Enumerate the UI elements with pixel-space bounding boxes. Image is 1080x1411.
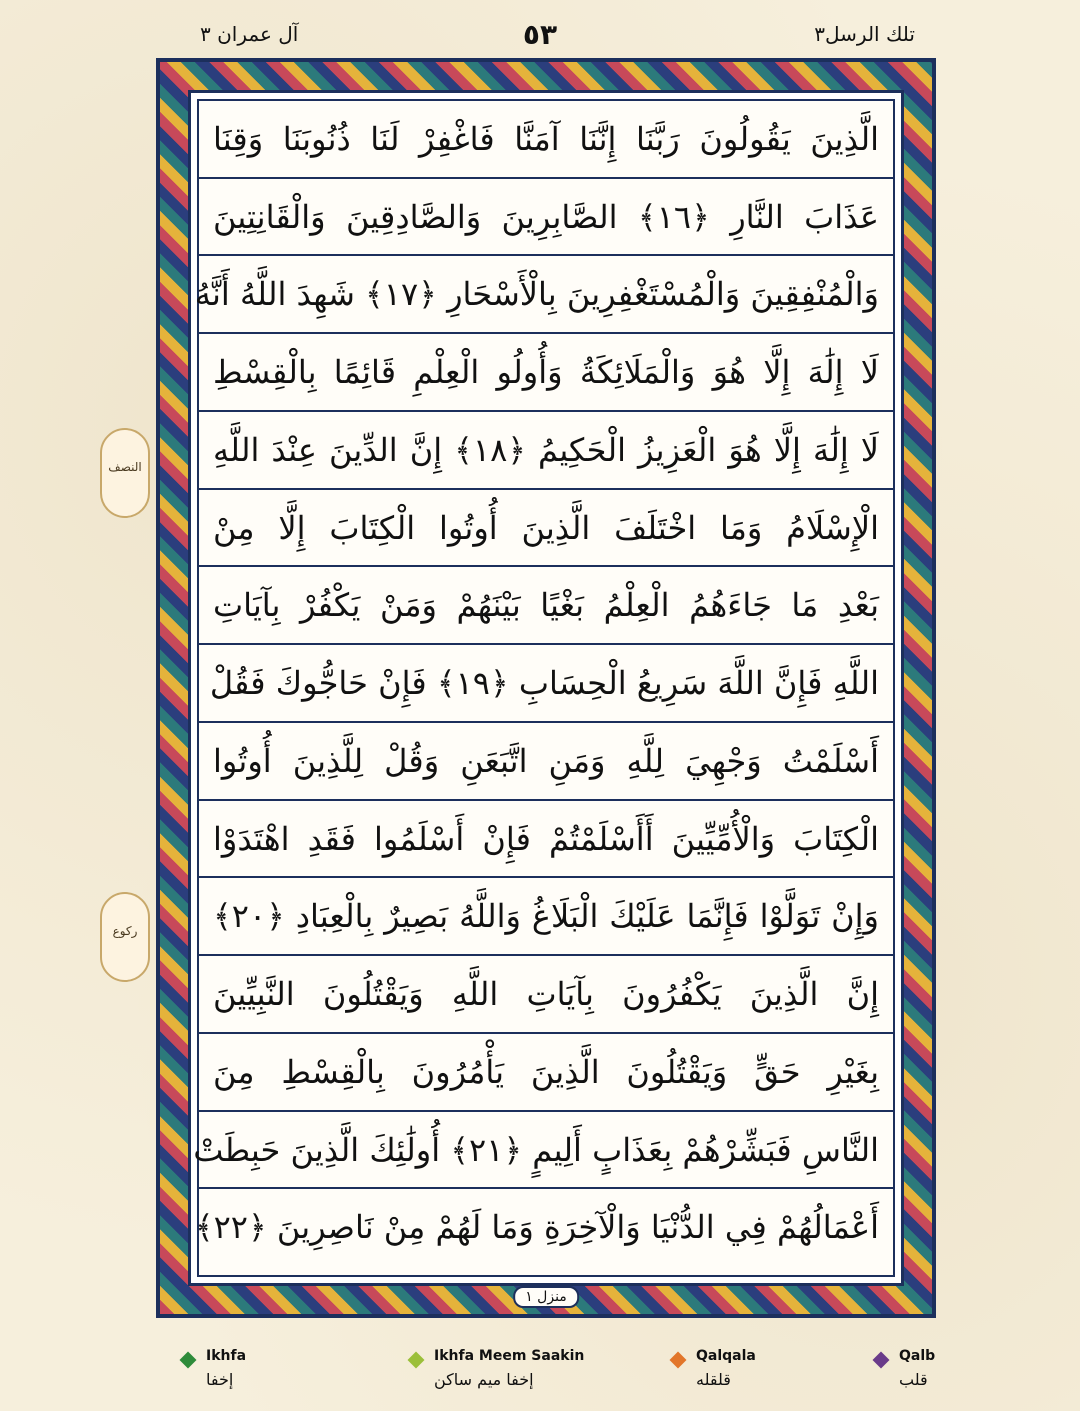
ruku-marker-label: ركوع xyxy=(112,924,138,938)
ayah-line: بَعْدِ مَا جَاءَهُمُ الْعِلْمُ بَغْيًا بَيْنَهُمْ وَمَنْ يَكْفُرْ بِآيَاتِ xyxy=(199,567,893,645)
ayah-line: وَإِنْ تَوَلَّوْا فَإِنَّمَا عَلَيْكَ الْبَلَاغُ وَاللَّهُ بَصِيرٌ بِالْعِبَادِ ﴿٢٠﴾ xyxy=(199,878,893,956)
ayah-line: الَّذِينَ يَقُولُونَ رَبَّنَا إِنَّنَا آمَنَّا فَاغْفِرْ لَنَا ذُنُوبَنَا وَقِنَا xyxy=(199,101,893,179)
ayah-line: أَسْلَمْتُ وَجْهِيَ لِلَّهِ وَمَنِ اتَّبَعَنِ وَقُلْ لِلَّذِينَ أُوتُوا xyxy=(199,723,893,801)
ayah-line: أَعْمَالُهُمْ فِي الدُّنْيَا وَالْآخِرَةِ وَمَا لَهُمْ مِنْ نَاصِرِينَ ﴿٢٢﴾ xyxy=(194,1208,879,1247)
quran-text-area xyxy=(193,99,895,1277)
ayah-line: إِنَّ الَّذِينَ يَكْفُرُونَ بِآيَاتِ اللَّهِ وَيَقْتُلُونَ النَّبِيِّينَ xyxy=(199,956,893,1034)
nisf-marker xyxy=(100,428,150,518)
surah-title: آل عمران ٣ xyxy=(200,22,299,46)
page-number: ٥٣ xyxy=(522,18,558,51)
ayah-line: الْإِسْلَامُ وَمَا اخْتَلَفَ الَّذِينَ أُوتُوا الْكِتَابَ إِلَّا مِنْ xyxy=(199,490,893,568)
diamond-icon xyxy=(670,1352,687,1369)
manzil-label: منزل ١ xyxy=(513,1286,579,1308)
diamond-icon xyxy=(408,1352,425,1369)
legend-label-ar: إخفا ميم ساكن xyxy=(434,1370,534,1389)
ayah-line: لَا إِلَٰهَ إِلَّا هُوَ وَالْمَلَائِكَةُ وَأُولُو الْعِلْمِ قَائِمًا بِالْقِسْطِ xyxy=(199,334,893,412)
ayah-line: لَا إِلَٰهَ إِلَّا هُوَ الْعَزِيزُ الْحَكِيمُ ﴿١٨﴾ إِنَّ الدِّينَ عِنْدَ اللَّهِ xyxy=(199,412,893,490)
legend-label-ar: إخفا xyxy=(206,1370,234,1389)
frame-inner-border xyxy=(188,90,904,1286)
legend-label-en: Qalb xyxy=(899,1348,936,1364)
legend-label-en: Ikhfa Meem Saakin xyxy=(434,1348,585,1364)
legend-label-ar: قلقله xyxy=(696,1370,731,1389)
ayah-line: الْكِتَابَ وَالْأُمِّيِّينَ أَأَسْلَمْتُمْ فَإِنْ أَسْلَمُوا فَقَدِ اهْتَدَوْا xyxy=(199,801,893,879)
juz-title: تلك الرسل٣ xyxy=(814,22,915,46)
legend-label-en: Ikhfa xyxy=(206,1348,247,1364)
legend-label-ar: قلب xyxy=(899,1370,928,1389)
ayah-line: اللَّهِ فَإِنَّ اللَّهَ سَرِيعُ الْحِسَابِ ﴿١٩﴾ فَإِنْ حَاجُّوكَ فَقُلْ xyxy=(199,645,893,723)
ayah-line: وَالْمُنْفِقِينَ وَالْمُسْتَغْفِرِينَ بِالْأَسْحَارِ ﴿١٧﴾ شَهِدَ اللَّهُ أَنَّهُ xyxy=(199,256,893,334)
ornamental-frame xyxy=(156,58,936,1318)
legend-label-en: Qalqala xyxy=(696,1348,756,1364)
ruku-marker xyxy=(100,892,150,982)
ayah-line: عَذَابَ النَّارِ ﴿١٦﴾ الصَّابِرِينَ وَالصَّادِقِينَ وَالْقَانِتِينَ xyxy=(199,179,893,257)
tajweed-legend xyxy=(0,1348,1080,1408)
diamond-icon xyxy=(180,1352,197,1369)
ayah-line: بِغَيْرِ حَقٍّ وَيَقْتُلُونَ الَّذِينَ يَأْمُرُونَ بِالْقِسْطِ مِنَ xyxy=(199,1034,893,1112)
ayah-line: النَّاسِ فَبَشِّرْهُمْ بِعَذَابٍ أَلِيمٍ ﴿٢١﴾ أُولَٰئِكَ الَّذِينَ حَبِطَتْ xyxy=(199,1112,893,1190)
nisf-marker-label: النصف xyxy=(108,460,142,474)
diamond-icon xyxy=(873,1352,890,1369)
page-header xyxy=(0,18,1080,58)
